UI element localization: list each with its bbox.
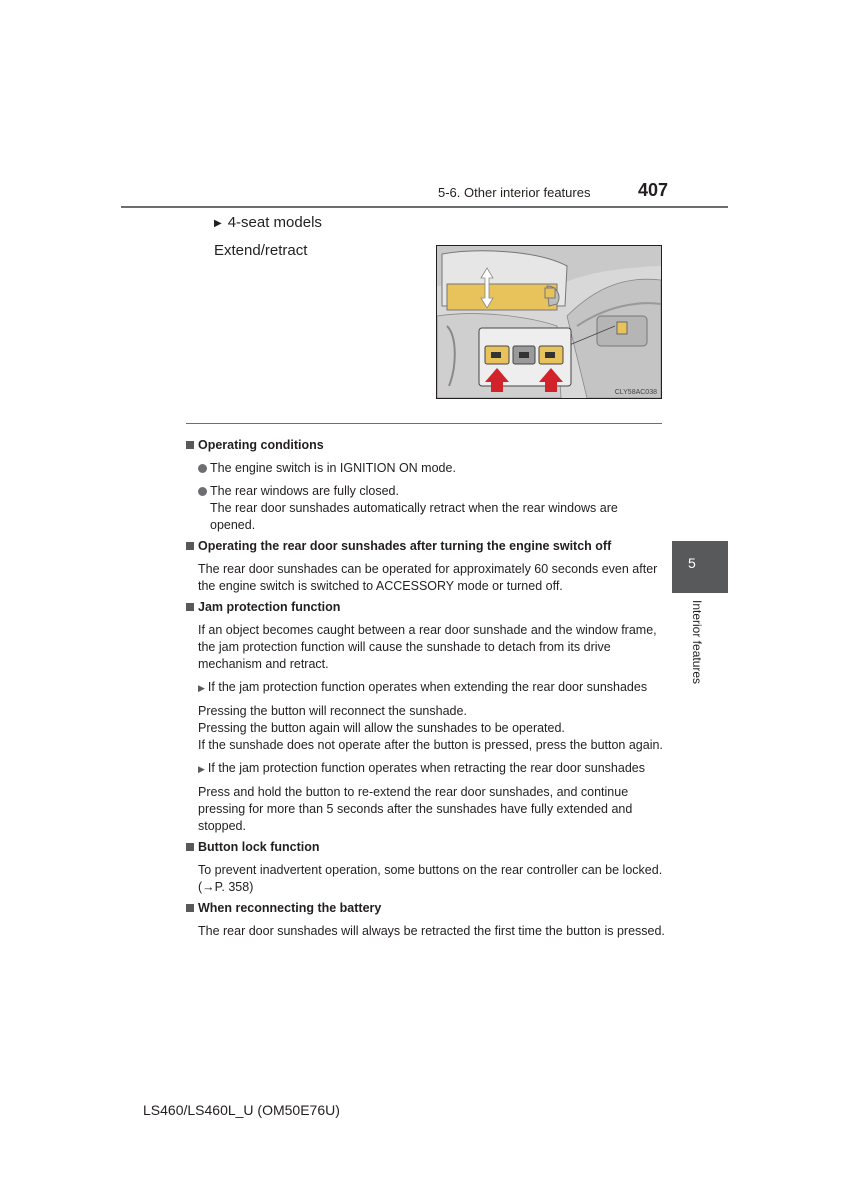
paragraph: The rear door sunshades will always be retracted the first time the button is pressed. [198, 924, 665, 938]
heading-text: Jam protection function [198, 600, 341, 614]
heading-jam-protection [186, 599, 666, 616]
square-bullet-icon [186, 441, 194, 449]
square-bullet-icon [186, 843, 194, 851]
heading-reconnect-battery [186, 900, 666, 917]
paragraph [198, 862, 666, 896]
case-line: Pressing the button will reconnect the sunshade. [198, 704, 467, 718]
square-bullet-icon [186, 542, 194, 550]
subheading-4-seat [214, 214, 322, 231]
triangle-icon: ▶ [198, 764, 205, 774]
notes-content [186, 433, 666, 940]
case-line: Pressing the button again will allow the sunshades to be operated. [198, 721, 565, 735]
case-heading-text: If the jam protection function operates when retracting the rear door sunshades [207, 761, 645, 775]
illustration-svg [437, 246, 661, 398]
heading-text: When reconnecting the battery [198, 901, 382, 915]
section-divider [186, 423, 662, 424]
heading-text: Operating the rear door sunshades after turning the engine switch off [198, 539, 612, 553]
heading-text: Operating conditions [198, 438, 324, 452]
heading-button-lock [186, 839, 666, 856]
paragraph [198, 703, 666, 754]
heading-engine-off [186, 538, 666, 555]
bullet-text: The rear windows are fully closed. [210, 484, 399, 498]
header-divider [121, 206, 728, 208]
list-item [198, 483, 666, 534]
figure-label: Extend/retract [214, 242, 308, 259]
triangle-icon: ▶ [214, 218, 222, 229]
heading-operating-conditions [186, 437, 666, 454]
paragraph: If an object becomes caught between a rear door sunshade and the window frame, the jam protection function will cause the sunshade to detach from its drive mechanism and retract. [198, 623, 657, 671]
figure-code: CLY58AC038 [614, 389, 657, 396]
paragraph-text: To prevent inadvertent operation, some buttons on the rear controller can be locked. [198, 863, 663, 877]
page-number: 407 [638, 180, 669, 200]
bullet-note: The rear door sunshades automatically retract when the rear windows are opened. [210, 501, 618, 532]
case-heading-text: If the jam protection function operates when extending the rear door sunshades [207, 680, 648, 694]
square-bullet-icon [186, 904, 194, 912]
square-bullet-icon [186, 603, 194, 611]
paragraph: Press and hold the button to re-extend the rear door sunshades, and continue pressing for more than 5 seconds after the sunshades have fully extended and stopped. [198, 785, 633, 833]
chapter-number: 5 [688, 555, 696, 571]
header-section-title: 5-6. Other interior features [438, 185, 591, 200]
triangle-icon: ▶ [198, 683, 205, 693]
heading-text: Button lock function [198, 840, 320, 854]
bullet-dot-icon [198, 464, 207, 473]
list-item [198, 460, 666, 477]
page-reference-link[interactable]: (→P. 358) [198, 880, 254, 894]
footer-model-code: LS460/LS460L_U (OM50E76U) [143, 1102, 340, 1118]
bullet-dot-icon [198, 487, 207, 496]
chapter-tab [672, 541, 728, 593]
case-heading-retracting [198, 760, 666, 778]
case-heading-extending [198, 679, 666, 697]
case-line: If the sunshade does not operate after the button is pressed, press the button again. [198, 738, 663, 752]
paragraph: The rear door sunshades can be operated for approximately 60 seconds even after the engine switch is switched to ACCESSORY mode or turned off. [198, 562, 658, 593]
sunshade-controller-illustration [436, 245, 662, 399]
bullet-text: The engine switch is in IGNITION ON mode. [210, 461, 456, 475]
subheading-text: 4-seat models [227, 214, 322, 231]
chapter-label: Interior features [690, 600, 704, 685]
